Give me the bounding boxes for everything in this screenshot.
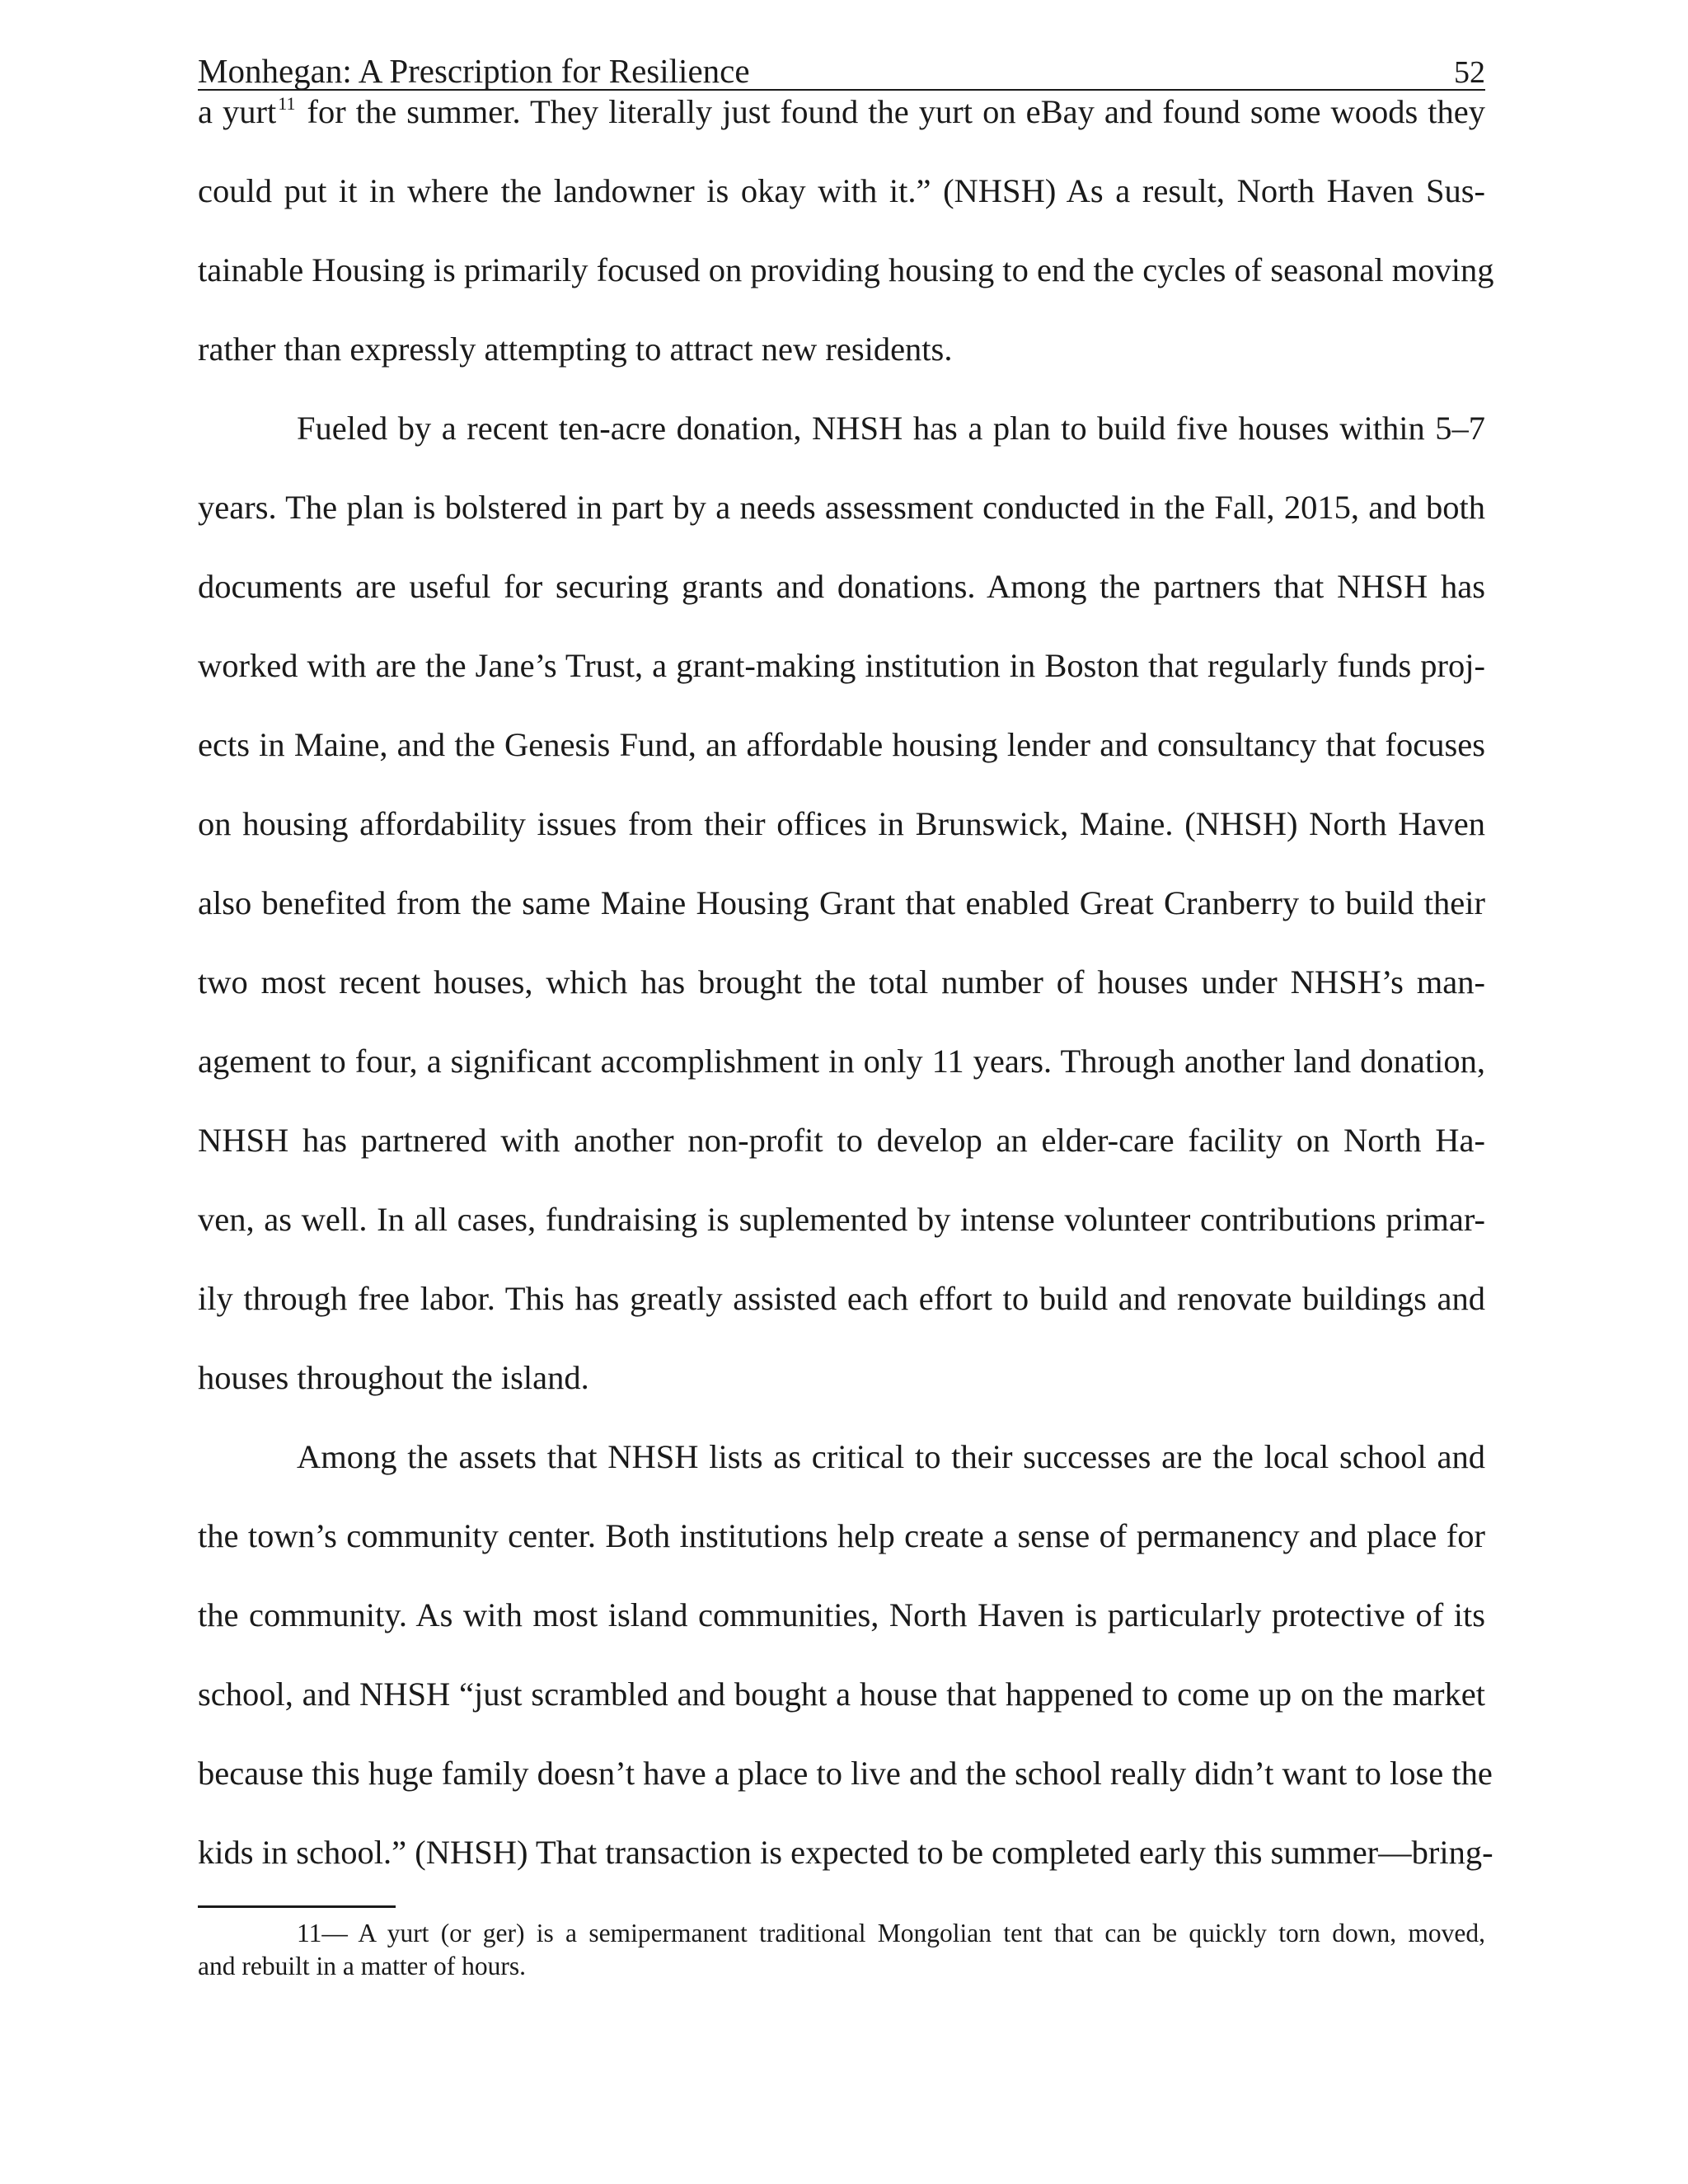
text-line: also benefited from the same Maine Housing Grant that enabled Great Cranberry to build their: [198, 884, 1485, 921]
page-number: 52: [1454, 55, 1485, 90]
text-line: rather than expressly attempting to attract new residents.: [198, 330, 953, 368]
text-line: kids in school.” (NHSH) That transaction is expected to be completed early this summer—bring-: [198, 1834, 1493, 1871]
text-line: years. The plan is bolstered in part by a needs assessment conducted in the Fall, 2015, and both: [198, 489, 1485, 526]
text-line: tainable Housing is primarily focused on providing housing to end the cycles of seasonal moving: [198, 251, 1494, 288]
running-title: Monhegan: A Prescription for Resilience: [198, 52, 750, 90]
text-line: on housing affordability issues from their offices in Brunswick, Maine. (NHSH) North Haven: [198, 805, 1485, 842]
text-line: Among the assets that NHSH lists as critical to their successes are the local school and: [297, 1438, 1485, 1475]
footnote-line: and rebuilt in a matter of hours.: [198, 1952, 527, 1980]
text-line: two most recent houses, which has brought the total number of houses under NHSH’s man-: [198, 963, 1485, 1001]
text-line: houses throughout the island.: [198, 1359, 589, 1396]
running-header: [198, 46, 1485, 91]
body-text: [198, 89, 1494, 1909]
text-line: agement to four, a significant accomplishment in only 11 years. Through another land donation,: [198, 1043, 1485, 1080]
text-line: because this huge family doesn’t have a place to live and the school really didn’t want to lose the: [198, 1755, 1493, 1792]
text-line: documents are useful for securing grants and donations. Among the partners that NHSH has: [198, 568, 1485, 605]
footnote-line: 11— A yurt (or ger) is a semipermanent traditional Mongolian tent that can be quickly torn down, moved,: [297, 1919, 1485, 1947]
footnote: [198, 1917, 1485, 1983]
text-line: school, and NHSH “just scrambled and bought a house that happened to come up on the market: [198, 1675, 1485, 1713]
text-line: NHSH has partnered with another non-profit to develop an elder-care facility on North Ha-: [198, 1122, 1485, 1159]
footnote-divider: [198, 1905, 396, 1908]
text-fragment: for the summer. They literally just found the yurt on eBay and found some woods they: [297, 93, 1485, 130]
footnote-reference: 11: [278, 93, 296, 114]
text-line: Fueled by a recent ten-acre donation, NHSH has a plan to build five houses within 5–7: [297, 410, 1485, 447]
text-line: could put it in where the landowner is okay with it.” (NHSH) As a result, North Haven Sus-: [198, 172, 1485, 209]
text-line: ily through free labor. This has greatly assisted each effort to build and renovate buildings and: [198, 1280, 1485, 1317]
text-fragment: a yurt: [198, 93, 277, 130]
text-line: the town’s community center. Both institutions help create a sense of permanency and place for: [198, 1517, 1485, 1554]
text-line: [198, 89, 1485, 168]
text-line: the community. As with most island communities, North Haven is particularly protective of its: [198, 1596, 1485, 1633]
text-line: ects in Maine, and the Genesis Fund, an affordable housing lender and consultancy that focuses: [198, 726, 1485, 763]
text-line: worked with are the Jane’s Trust, a grant-making institution in Boston that regularly funds proj-: [198, 647, 1485, 684]
text-line: ven, as well. In all cases, fundraising is suplemented by intense volunteer contributions primar-: [198, 1201, 1485, 1238]
